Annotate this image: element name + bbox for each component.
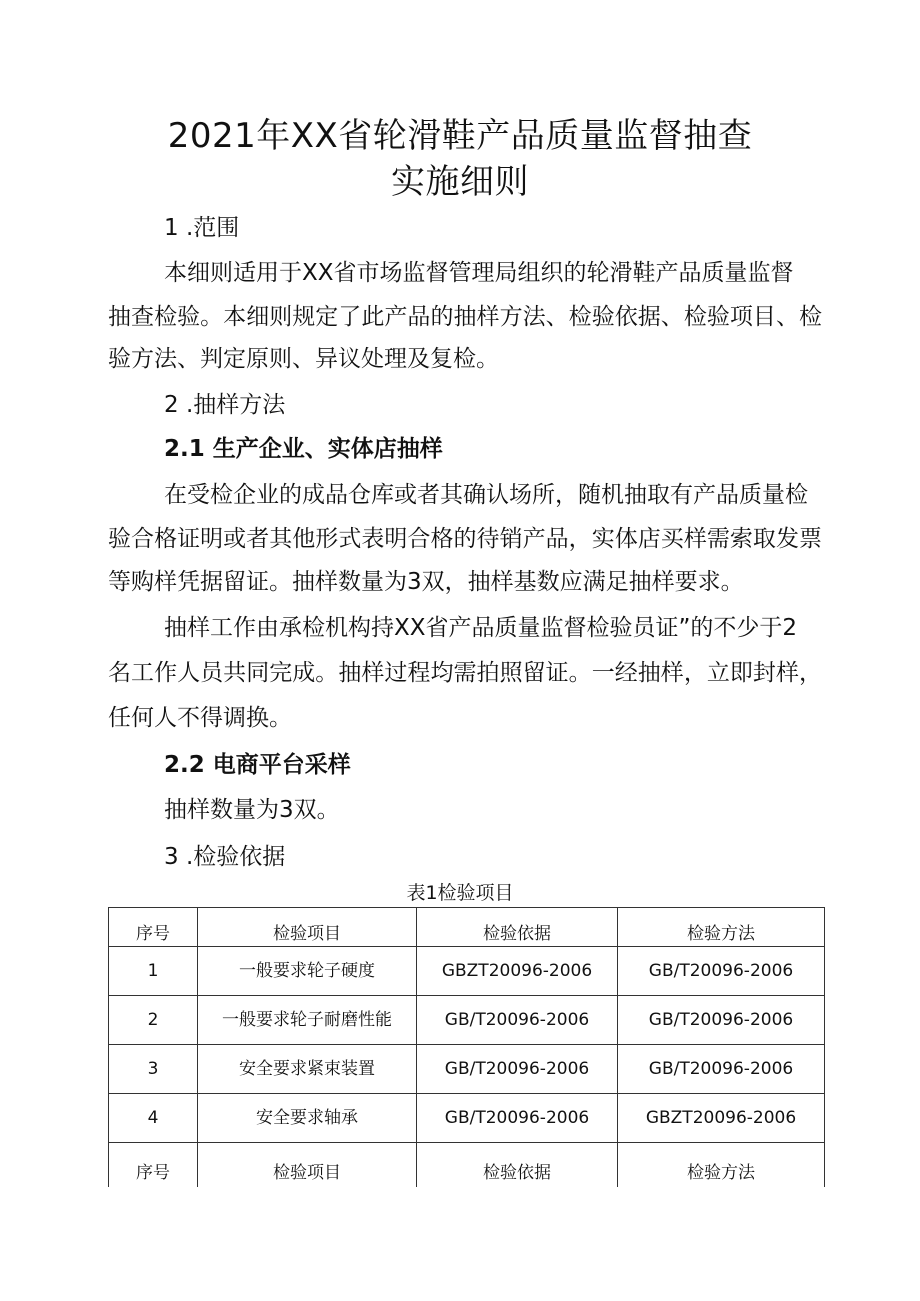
cell-serial-number: 4 — [109, 1094, 198, 1143]
scope-paragraph-line2: 抽查检验。本细则规定了此产品的抽样方法、检验依据、检验项目、检 — [108, 304, 822, 330]
section-2-1-heading: 2.1 生产企业、实体店抽样 — [164, 436, 443, 462]
table-row — [109, 947, 825, 996]
header-serial-number-repeat: 序号 — [109, 1143, 198, 1188]
sampling-paragraph2-line1: 抽样工作由承检机构持XX省产品质量监督检验员证”的不少于2 — [164, 615, 798, 641]
sampling-paragraph2-line2: 名工作人员共同完成。抽样过程均需拍照留证。一经抽样，立即封样， — [108, 660, 822, 686]
ecommerce-sampling-paragraph: 抽样数量为3双。 — [164, 797, 340, 823]
sampling-paragraph1-line2: 验合格证明或者其他形式表明合格的待销产品，实体店买样需索取发票 — [108, 526, 822, 552]
cell-inspection-item: 安全要求紧束装置 — [198, 1045, 417, 1094]
document-title-line2: 实施细则 — [391, 162, 529, 202]
inspection-items-table — [108, 907, 825, 1187]
section-1-heading: 1 .范围 — [164, 215, 240, 241]
sampling-paragraph1-line1: 在受检企业的成品仓库或者其确认场所，随机抽取有产品质量检 — [164, 482, 808, 508]
sampling-paragraph1-line3: 等购样凭据留证。抽样数量为3双，抽样基数应满足抽样要求。 — [108, 569, 744, 595]
header-inspection-method: 检验方法 — [618, 908, 825, 947]
table-header-row — [109, 908, 825, 947]
table-row — [109, 1094, 825, 1143]
section-2-heading: 2 .抽样方法 — [164, 392, 286, 418]
table-header-row-repeat — [109, 1143, 825, 1188]
table-caption: 表1检验项目 — [406, 882, 514, 904]
cell-inspection-item: 安全要求轴承 — [198, 1094, 417, 1143]
cell-inspection-method: GB/T20096-2006 — [618, 996, 825, 1045]
cell-inspection-method: GB/T20096-2006 — [618, 947, 825, 996]
table-row — [109, 1045, 825, 1094]
cell-inspection-basis: GB/T20096-2006 — [417, 1094, 618, 1143]
section-3-heading: 3 .检验依据 — [164, 844, 286, 870]
header-inspection-basis-repeat: 检验依据 — [417, 1143, 618, 1188]
cell-inspection-method: GBZT20096-2006 — [618, 1094, 825, 1143]
scope-paragraph-line3: 验方法、判定原则、异议处理及复检。 — [108, 346, 499, 372]
header-serial-number: 序号 — [109, 908, 198, 947]
cell-serial-number: 2 — [109, 996, 198, 1045]
header-inspection-item-repeat: 检验项目 — [198, 1143, 417, 1188]
section-2-2-heading: 2.2 电商平台采样 — [164, 752, 351, 778]
scope-paragraph-line1: 本细则适用于XX省市场监督管理局组织的轮滑鞋产品质量监督 — [164, 260, 794, 286]
header-inspection-basis: 检验依据 — [417, 908, 618, 947]
cell-serial-number: 1 — [109, 947, 198, 996]
document-title-line1: 2021年XX省轮滑鞋产品质量监督抽查 — [167, 116, 753, 156]
cell-inspection-basis: GB/T20096-2006 — [417, 1045, 618, 1094]
cell-inspection-basis: GB/T20096-2006 — [417, 996, 618, 1045]
header-inspection-method-repeat: 检验方法 — [618, 1143, 825, 1188]
header-inspection-item: 检验项目 — [198, 908, 417, 947]
cell-serial-number: 3 — [109, 1045, 198, 1094]
table-row — [109, 996, 825, 1045]
sampling-paragraph2-line3: 任何人不得调换。 — [108, 705, 292, 731]
cell-inspection-method: GB/T20096-2006 — [618, 1045, 825, 1094]
cell-inspection-item: 一般要求轮子耐磨性能 — [198, 996, 417, 1045]
cell-inspection-item: 一般要求轮子硬度 — [198, 947, 417, 996]
cell-inspection-basis: GBZT20096-2006 — [417, 947, 618, 996]
